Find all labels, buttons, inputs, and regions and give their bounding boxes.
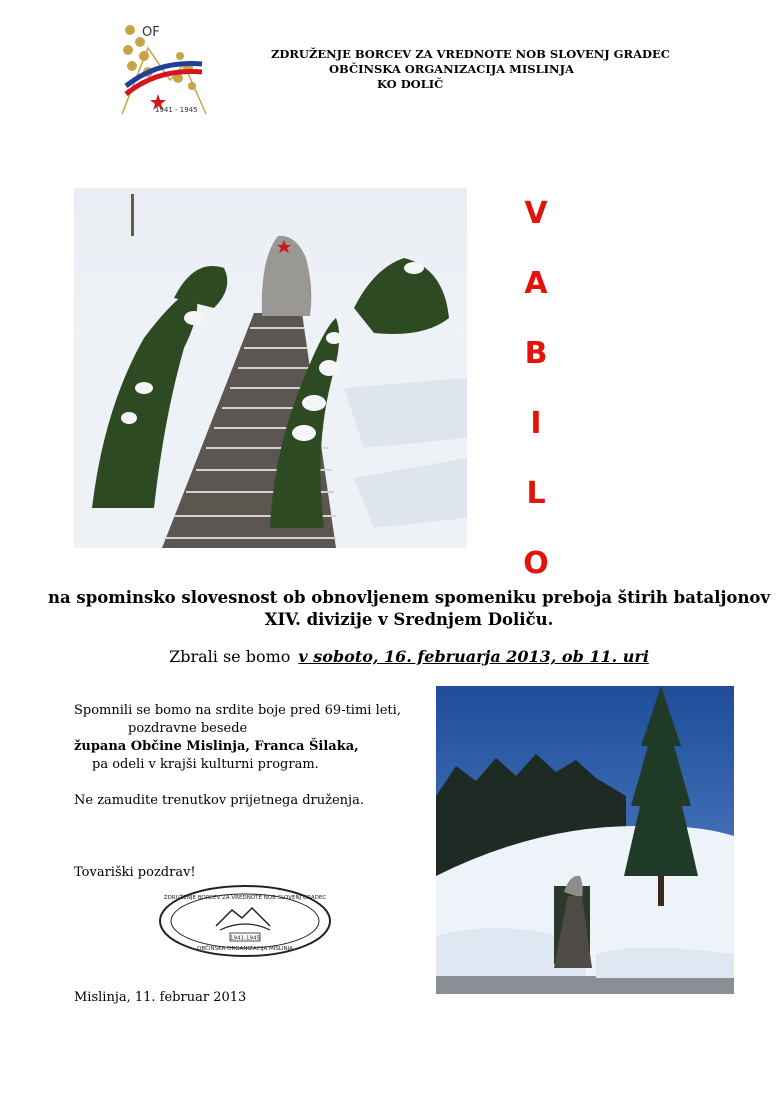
body-line-3: župana Občine Mislinja, Franca Šilaka, xyxy=(74,739,359,754)
body-line-1: Spomnili se bomo na srdite boje pred 69-timi leti, xyxy=(74,703,401,718)
gathering-datetime: v soboto, 16. februarja 2013, ob 11. uri xyxy=(298,647,649,666)
place-and-date: Mislinja, 11. februar 2013 xyxy=(74,990,247,1005)
title-letter-v: V xyxy=(524,196,548,231)
body-line-6: Tovariški pozdrav! xyxy=(74,865,196,880)
gathering-info xyxy=(40,647,778,666)
title-letter-b: B xyxy=(524,336,548,371)
winter-monument-photo xyxy=(436,686,734,994)
of-logo xyxy=(118,20,210,116)
header-line-2: OBČINSKA ORGANIZACIJA MISLINJA xyxy=(329,62,574,76)
gathering-prefix: Zbrali se bomo xyxy=(169,647,291,666)
body-line-2: pozdravne besede xyxy=(128,721,248,736)
stamp-years: 1941-1945 xyxy=(230,935,260,942)
title-letter-a: A xyxy=(524,266,548,301)
organization-stamp xyxy=(158,884,332,958)
title-letter-o: O xyxy=(523,546,549,581)
monument-stairs-photo xyxy=(74,188,467,548)
logo-of-text: OF xyxy=(142,25,160,40)
title-letter-i: I xyxy=(530,406,542,441)
logo-years: 1941 - 1945 xyxy=(155,106,198,114)
stamp-top-text: ZDRUŽENJE BORCEV ZA VREDNOTE NOB SLOVENJ GRADEC xyxy=(163,895,327,901)
organization-header xyxy=(205,47,685,92)
title-letter-l: L xyxy=(526,476,546,511)
subtitle-line-2: XIV. divizije v Srednjem Doliču. xyxy=(264,610,554,629)
body-line-4: pa odeli v krajši kulturni program. xyxy=(92,757,319,772)
body-line-5: Ne zamudite trenutkov prijetnega druženja. xyxy=(74,793,364,808)
header-line-1: ZDRUŽENJE BORCEV ZA VREDNOTE NOB SLOVENJ GRADEC xyxy=(271,47,670,61)
invitation-title xyxy=(518,196,554,616)
stamp-bottom-text: OBČINSKA ORGANIZACIJA MISLINJA xyxy=(197,946,293,952)
subtitle-line-1: na spominsko slovesnost ob obnovljenem spomeniku preboja štirih bataljonov xyxy=(47,588,771,607)
header-line-3: KO DOLIČ xyxy=(377,77,444,91)
event-subtitle xyxy=(40,587,778,631)
invitation-body xyxy=(74,702,414,882)
